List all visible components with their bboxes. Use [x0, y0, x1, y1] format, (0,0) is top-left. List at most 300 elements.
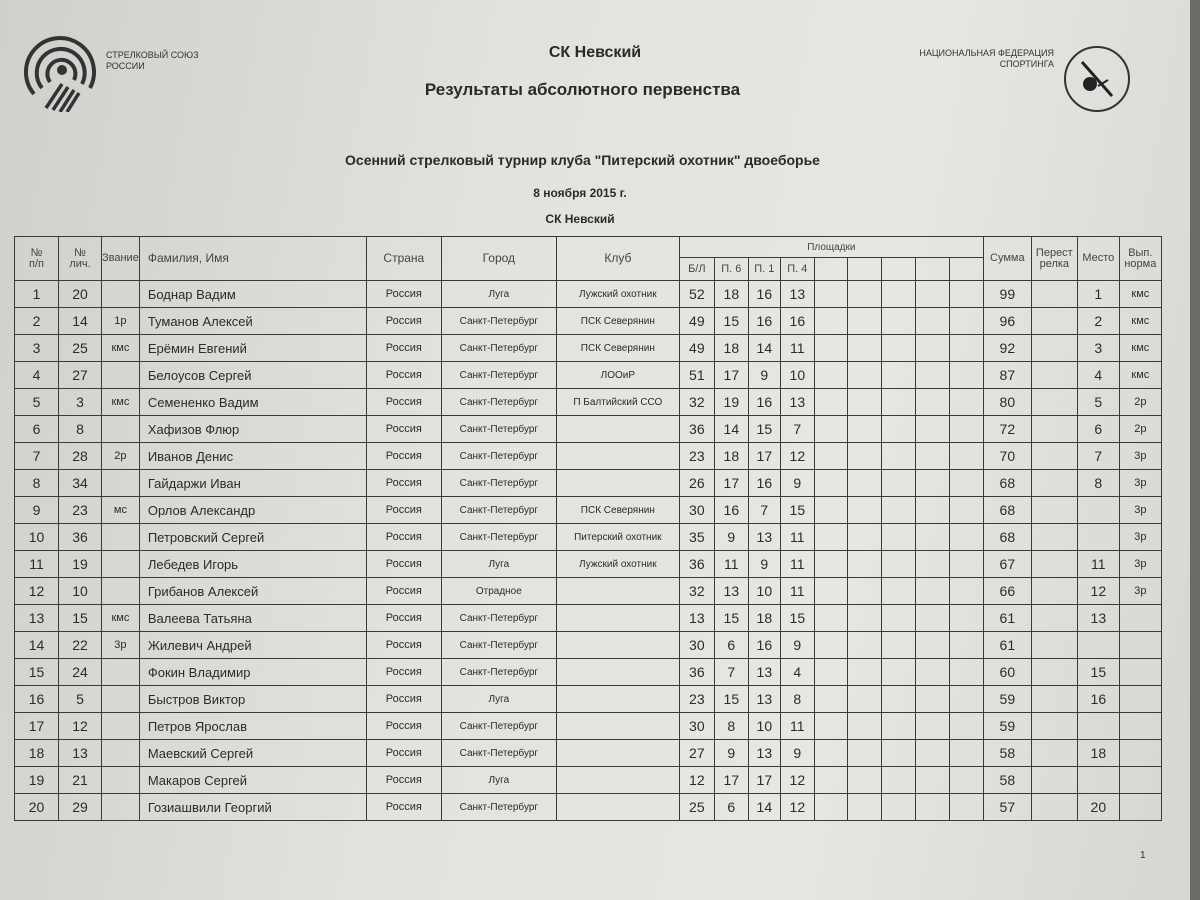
cell-club: П Балтийский ССО: [556, 389, 679, 416]
cell-rank: кмс: [102, 335, 140, 362]
cell-score-6: [881, 308, 915, 335]
results-title: Результаты абсолютного первенства: [424, 80, 741, 99]
cell-place: 18: [1077, 740, 1119, 767]
cell-score-1: 14: [714, 416, 748, 443]
cell-score-8: [949, 524, 983, 551]
table-row: [15, 416, 1162, 443]
cell-score-1: 17: [714, 767, 748, 794]
cell-score-2: 14: [748, 335, 780, 362]
col-city-header: Город: [441, 237, 556, 281]
cell-country: Россия: [366, 443, 441, 470]
cell-no: 7: [15, 443, 59, 470]
cell-score-3: 11: [780, 578, 814, 605]
cell-score-4: [814, 335, 847, 362]
cell-sum: 72: [983, 416, 1031, 443]
cell-shootoff: [1031, 686, 1077, 713]
cell-country: Россия: [366, 470, 441, 497]
cell-score-4: [814, 659, 847, 686]
cell-country: Россия: [366, 362, 441, 389]
cell-no: 5: [15, 389, 59, 416]
cell-score-0: 27: [679, 740, 714, 767]
cell-score-8: [949, 659, 983, 686]
cell-score-0: 49: [679, 308, 714, 335]
cell-score-3: 10: [780, 362, 814, 389]
cell-score-4: [814, 578, 847, 605]
cell-score-6: [881, 605, 915, 632]
cell-rank: [102, 281, 140, 308]
cell-no: 16: [15, 686, 59, 713]
cell-club: [556, 416, 679, 443]
range-header-7: [915, 258, 949, 281]
cell-score-6: [881, 524, 915, 551]
cell-score-8: [949, 416, 983, 443]
cell-score-2: 13: [748, 740, 780, 767]
cell-place: 20: [1077, 794, 1119, 821]
cell-score-1: 7: [714, 659, 748, 686]
table-row: [15, 308, 1162, 335]
cell-score-1: 17: [714, 470, 748, 497]
cell-bib: 15: [59, 605, 102, 632]
cell-score-7: [915, 632, 949, 659]
cell-score-5: [847, 470, 881, 497]
cell-shootoff: [1031, 767, 1077, 794]
cell-no: 20: [15, 794, 59, 821]
cell-name: Ерёмин Евгений: [139, 335, 366, 362]
cell-score-7: [915, 794, 949, 821]
cell-place: [1077, 767, 1119, 794]
org-left-line-1: СТРЕЛКОВЫЙ СОЮЗ: [106, 50, 199, 60]
cell-bib: 22: [59, 632, 102, 659]
cell-bib: 5: [59, 686, 102, 713]
cell-score-6: [881, 443, 915, 470]
cell-score-8: [949, 362, 983, 389]
cell-name: Орлов Александр: [139, 497, 366, 524]
cell-place: [1077, 713, 1119, 740]
range-header-1: П. 6: [714, 258, 748, 281]
cell-score-3: 9: [780, 740, 814, 767]
cell-score-7: [915, 281, 949, 308]
cell-score-5: [847, 740, 881, 767]
cell-rank: кмс: [102, 389, 140, 416]
cell-score-6: [881, 713, 915, 740]
cell-score-4: [814, 605, 847, 632]
cell-sum: 59: [983, 713, 1031, 740]
cell-score-2: 17: [748, 443, 780, 470]
cell-norm: кмс: [1119, 281, 1161, 308]
cell-place: [1077, 632, 1119, 659]
range-header-5: [847, 258, 881, 281]
cell-rank: [102, 740, 140, 767]
club-title: СК Невский: [548, 44, 642, 61]
cell-score-6: [881, 281, 915, 308]
cell-city: Санкт-Петербург: [441, 308, 556, 335]
cell-score-7: [915, 578, 949, 605]
cell-city: Санкт-Петербург: [441, 659, 556, 686]
cell-club: [556, 740, 679, 767]
table-row: [15, 659, 1162, 686]
cell-norm: [1119, 740, 1161, 767]
cell-score-8: [949, 389, 983, 416]
cell-shootoff: [1031, 389, 1077, 416]
cell-score-8: [949, 605, 983, 632]
cell-score-5: [847, 389, 881, 416]
org-right-line-2: СПОРТИНГА: [999, 59, 1054, 69]
cell-norm: 3р: [1119, 497, 1161, 524]
cell-score-2: 17: [748, 767, 780, 794]
col-norm-header: Вып. норма: [1119, 237, 1161, 281]
cell-city: Санкт-Петербург: [441, 605, 556, 632]
cell-sum: 87: [983, 362, 1031, 389]
cell-sum: 67: [983, 551, 1031, 578]
cell-sum: 58: [983, 767, 1031, 794]
cell-score-6: [881, 551, 915, 578]
cell-score-1: 16: [714, 497, 748, 524]
cell-score-2: 9: [748, 362, 780, 389]
cell-score-5: [847, 281, 881, 308]
cell-shootoff: [1031, 308, 1077, 335]
cell-score-7: [915, 551, 949, 578]
cell-norm: 3р: [1119, 524, 1161, 551]
cell-score-1: 13: [714, 578, 748, 605]
cell-score-8: [949, 308, 983, 335]
cell-shootoff: [1031, 740, 1077, 767]
cell-score-5: [847, 659, 881, 686]
cell-place: 12: [1077, 578, 1119, 605]
cell-place: 7: [1077, 443, 1119, 470]
table-row: [15, 443, 1162, 470]
cell-city: Луга: [441, 686, 556, 713]
col-ranges-group-header: Площадки: [679, 237, 983, 258]
cell-score-4: [814, 362, 847, 389]
cell-country: Россия: [366, 281, 441, 308]
cell-score-2: 10: [748, 713, 780, 740]
cell-club: [556, 578, 679, 605]
cell-city: Санкт-Петербург: [441, 713, 556, 740]
col-name-header: Фамилия, Имя: [139, 237, 366, 281]
cell-score-7: [915, 767, 949, 794]
cell-rank: мс: [102, 497, 140, 524]
cell-score-7: [915, 362, 949, 389]
cell-score-0: 23: [679, 686, 714, 713]
table-row: [15, 767, 1162, 794]
cell-sum: 61: [983, 605, 1031, 632]
table-row: [15, 632, 1162, 659]
table-row: [15, 605, 1162, 632]
cell-score-4: [814, 470, 847, 497]
cell-no: 1: [15, 281, 59, 308]
cell-place: 13: [1077, 605, 1119, 632]
range-header-0: Б/Л: [679, 258, 714, 281]
cell-score-5: [847, 605, 881, 632]
cell-bib: 13: [59, 740, 102, 767]
cell-score-8: [949, 713, 983, 740]
cell-sum: 57: [983, 794, 1031, 821]
cell-rank: [102, 659, 140, 686]
cell-score-2: 15: [748, 416, 780, 443]
cell-name: Гозиашвили Георгий: [139, 794, 366, 821]
cell-bib: 21: [59, 767, 102, 794]
cell-score-0: 13: [679, 605, 714, 632]
cell-name: Лебедев Игорь: [139, 551, 366, 578]
cell-norm: [1119, 605, 1161, 632]
cell-score-3: 15: [780, 497, 814, 524]
table-row: [15, 470, 1162, 497]
cell-rank: 3р: [102, 632, 140, 659]
cell-club: ЛООиР: [556, 362, 679, 389]
cell-rank: [102, 470, 140, 497]
cell-place: [1077, 524, 1119, 551]
cell-country: Россия: [366, 578, 441, 605]
cell-name: Хафизов Флюр: [139, 416, 366, 443]
cell-score-6: [881, 416, 915, 443]
cell-place: 16: [1077, 686, 1119, 713]
table-row: [15, 686, 1162, 713]
cell-shootoff: [1031, 578, 1077, 605]
cell-score-1: 15: [714, 308, 748, 335]
cell-sum: 58: [983, 740, 1031, 767]
cell-city: Санкт-Петербург: [441, 443, 556, 470]
cell-name: Фокин Владимир: [139, 659, 366, 686]
cell-score-2: 18: [748, 605, 780, 632]
cell-country: Россия: [366, 497, 441, 524]
cell-score-2: 13: [748, 659, 780, 686]
cell-no: 13: [15, 605, 59, 632]
cell-score-6: [881, 686, 915, 713]
cell-score-5: [847, 767, 881, 794]
cell-city: Луга: [441, 551, 556, 578]
cell-sum: 92: [983, 335, 1031, 362]
cell-name: Маевский Сергей: [139, 740, 366, 767]
cell-score-5: [847, 416, 881, 443]
cell-rank: [102, 551, 140, 578]
cell-score-8: [949, 767, 983, 794]
cell-norm: 3р: [1119, 551, 1161, 578]
cell-score-3: 7: [780, 416, 814, 443]
cell-shootoff: [1031, 794, 1077, 821]
cell-score-5: [847, 524, 881, 551]
cell-bib: 12: [59, 713, 102, 740]
cell-name: Грибанов Алексей: [139, 578, 366, 605]
cell-score-1: 18: [714, 335, 748, 362]
cell-score-6: [881, 389, 915, 416]
cell-score-7: [915, 389, 949, 416]
cell-no: 3: [15, 335, 59, 362]
cell-score-8: [949, 335, 983, 362]
cell-score-0: 12: [679, 767, 714, 794]
cell-name: Быстров Виктор: [139, 686, 366, 713]
cell-score-6: [881, 335, 915, 362]
cell-score-0: 32: [679, 578, 714, 605]
table-row: [15, 389, 1162, 416]
cell-score-4: [814, 308, 847, 335]
cell-city: Санкт-Петербург: [441, 470, 556, 497]
cell-score-0: 26: [679, 470, 714, 497]
cell-club: Лужский охотник: [556, 551, 679, 578]
cell-score-6: [881, 740, 915, 767]
cell-score-1: 11: [714, 551, 748, 578]
cell-club: [556, 794, 679, 821]
cell-city: Санкт-Петербург: [441, 524, 556, 551]
cell-score-4: [814, 551, 847, 578]
cell-score-3: 12: [780, 443, 814, 470]
cell-norm: 3р: [1119, 470, 1161, 497]
cell-score-7: [915, 686, 949, 713]
cell-place: 1: [1077, 281, 1119, 308]
cell-shootoff: [1031, 362, 1077, 389]
table-row: [15, 497, 1162, 524]
cell-bib: 27: [59, 362, 102, 389]
cell-score-5: [847, 713, 881, 740]
cell-no: 4: [15, 362, 59, 389]
cell-score-1: 18: [714, 281, 748, 308]
cell-city: Санкт-Петербург: [441, 416, 556, 443]
cell-bib: 3: [59, 389, 102, 416]
cell-score-4: [814, 713, 847, 740]
cell-score-4: [814, 632, 847, 659]
header-row-1: [15, 237, 1162, 258]
table-row: [15, 281, 1162, 308]
cell-score-7: [915, 659, 949, 686]
cell-club: [556, 605, 679, 632]
cell-sum: 59: [983, 686, 1031, 713]
table-row: [15, 524, 1162, 551]
cell-place: 15: [1077, 659, 1119, 686]
cell-score-8: [949, 443, 983, 470]
range-header-6: [881, 258, 915, 281]
table-row: [15, 362, 1162, 389]
cell-score-1: 9: [714, 740, 748, 767]
cell-score-2: 13: [748, 524, 780, 551]
col-place-header: Место: [1077, 237, 1119, 281]
org-left-line-2: РОССИИ: [106, 61, 145, 71]
range-header-3: П. 4: [780, 258, 814, 281]
cell-bib: 24: [59, 659, 102, 686]
cell-bib: 14: [59, 308, 102, 335]
cell-shootoff: [1031, 281, 1077, 308]
cell-score-8: [949, 740, 983, 767]
cell-score-3: 11: [780, 551, 814, 578]
cell-score-5: [847, 632, 881, 659]
cell-score-3: 12: [780, 767, 814, 794]
tournament-title: Осенний стрелковый турнир клуба "Питерский охотник" двоеборье: [345, 152, 820, 168]
cell-score-4: [814, 524, 847, 551]
cell-score-2: 10: [748, 578, 780, 605]
cell-score-8: [949, 470, 983, 497]
cell-score-7: [915, 416, 949, 443]
cell-sum: 68: [983, 524, 1031, 551]
cell-score-7: [915, 605, 949, 632]
cell-no: 11: [15, 551, 59, 578]
cell-no: 6: [15, 416, 59, 443]
cell-score-6: [881, 578, 915, 605]
table-row: [15, 740, 1162, 767]
cell-country: Россия: [366, 335, 441, 362]
cell-score-8: [949, 551, 983, 578]
cell-rank: [102, 713, 140, 740]
cell-rank: кмс: [102, 605, 140, 632]
cell-club: Питерский охотник: [556, 524, 679, 551]
cell-score-6: [881, 794, 915, 821]
cell-score-1: 15: [714, 686, 748, 713]
cell-country: Россия: [366, 416, 441, 443]
cell-bib: 19: [59, 551, 102, 578]
results-table: [14, 236, 1162, 821]
cell-score-4: [814, 389, 847, 416]
cell-norm: 3р: [1119, 443, 1161, 470]
cell-club: [556, 713, 679, 740]
cell-score-6: [881, 659, 915, 686]
cell-norm: 2р: [1119, 416, 1161, 443]
org-right-caption: [919, 48, 1054, 70]
col-rank-header: Звание: [102, 237, 140, 281]
cell-country: Россия: [366, 389, 441, 416]
cell-score-5: [847, 794, 881, 821]
cell-score-5: [847, 578, 881, 605]
cell-club: [556, 443, 679, 470]
sporting-federation-logo: [1062, 44, 1132, 114]
cell-no: 10: [15, 524, 59, 551]
cell-place: 6: [1077, 416, 1119, 443]
cell-score-1: 6: [714, 794, 748, 821]
cell-score-3: 16: [780, 308, 814, 335]
cell-shootoff: [1031, 659, 1077, 686]
cell-rank: [102, 578, 140, 605]
table-row: [15, 578, 1162, 605]
cell-score-7: [915, 713, 949, 740]
cell-city: Санкт-Петербург: [441, 362, 556, 389]
cell-shootoff: [1031, 443, 1077, 470]
cell-no: 12: [15, 578, 59, 605]
cell-sum: 96: [983, 308, 1031, 335]
cell-place: 2: [1077, 308, 1119, 335]
cell-country: Россия: [366, 794, 441, 821]
cell-place: 11: [1077, 551, 1119, 578]
cell-bib: 10: [59, 578, 102, 605]
cell-score-3: 8: [780, 686, 814, 713]
cell-bib: 29: [59, 794, 102, 821]
cell-club: [556, 686, 679, 713]
cell-sum: 66: [983, 578, 1031, 605]
cell-norm: [1119, 713, 1161, 740]
cell-score-1: 8: [714, 713, 748, 740]
cell-score-1: 6: [714, 632, 748, 659]
cell-score-6: [881, 362, 915, 389]
cell-score-4: [814, 767, 847, 794]
cell-score-3: 15: [780, 605, 814, 632]
cell-score-7: [915, 443, 949, 470]
col-shootoff-header: Перест релка: [1031, 237, 1077, 281]
cell-shootoff: [1031, 335, 1077, 362]
cell-score-5: [847, 497, 881, 524]
cell-score-3: 4: [780, 659, 814, 686]
range-header-8: [949, 258, 983, 281]
event-venue: СК Невский: [545, 212, 615, 226]
cell-name: Боднар Вадим: [139, 281, 366, 308]
cell-rank: 1р: [102, 308, 140, 335]
cell-norm: кмс: [1119, 362, 1161, 389]
cell-place: 4: [1077, 362, 1119, 389]
cell-norm: 2р: [1119, 389, 1161, 416]
cell-score-0: 30: [679, 497, 714, 524]
cell-score-6: [881, 767, 915, 794]
cell-bib: 28: [59, 443, 102, 470]
cell-place: 8: [1077, 470, 1119, 497]
cell-sum: 61: [983, 632, 1031, 659]
cell-score-3: 11: [780, 524, 814, 551]
cell-city: Луга: [441, 281, 556, 308]
cell-no: 14: [15, 632, 59, 659]
cell-score-0: 49: [679, 335, 714, 362]
